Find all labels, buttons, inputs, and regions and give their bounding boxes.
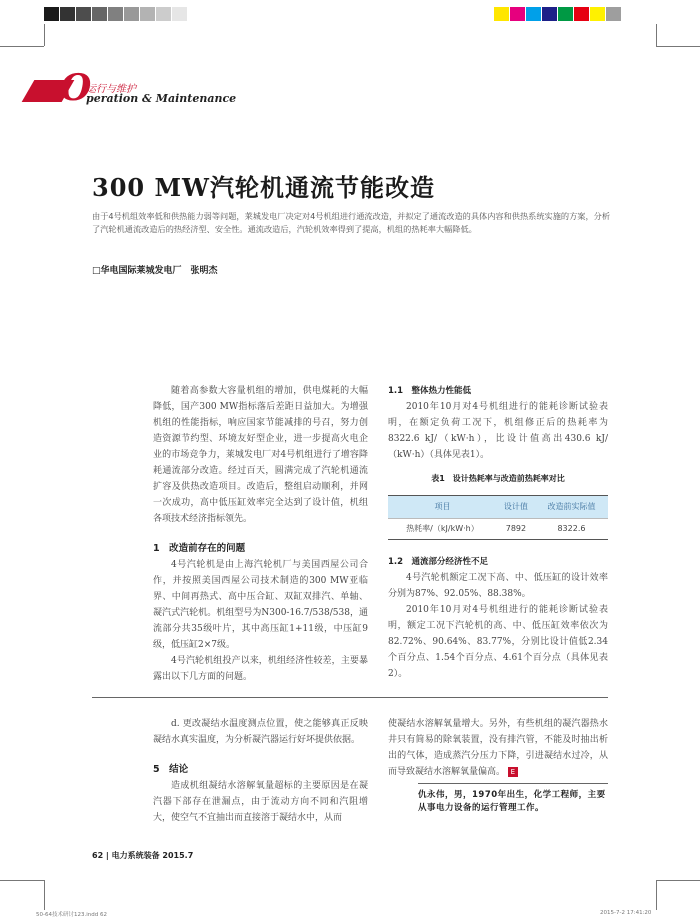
table-header-cell: 设计值	[497, 496, 535, 519]
timestamp-slug: 2015-7-2 17:41:20	[600, 910, 652, 916]
gray-swatch	[92, 7, 107, 21]
gray-swatch	[156, 7, 171, 21]
table-cell: 热耗率/（kJ/kW·h）	[388, 519, 497, 540]
color-registration-bar	[494, 7, 638, 21]
subsection-heading: 1.1 整体热力性能低	[388, 386, 472, 396]
end-mark-icon: E	[508, 767, 518, 777]
gray-swatch	[140, 7, 155, 21]
column-name-en: peration & Maintenance	[86, 92, 237, 105]
table-cell: 7892	[497, 519, 535, 540]
section-heading: 1 改造前存在的问题	[153, 543, 246, 554]
body-paragraph: 4号汽轮机额定工况下高、中、低压缸的设计效率分别为87%、92.05%、88.38%。	[388, 573, 608, 599]
gray-swatch	[172, 7, 187, 21]
table-header-cell: 改造前实际值	[535, 496, 608, 519]
color-swatch	[622, 7, 637, 21]
color-swatch	[606, 7, 621, 21]
column-name-cn: 运行与维护	[86, 84, 136, 95]
table-row	[388, 519, 608, 540]
article-title: 300 MW汽轮机通流节能改造	[92, 173, 435, 202]
color-swatch	[542, 7, 557, 21]
right-column	[388, 383, 608, 682]
column-logo	[28, 67, 92, 109]
crop-mark	[44, 24, 45, 46]
left-column	[153, 383, 368, 685]
lower-left-column	[153, 716, 368, 826]
color-swatch	[510, 7, 525, 21]
body-paragraph: 2010年10月对4号机组进行的能耗诊断试验表明，在额定负荷工况下，机组修正后的热耗率为8322.6 kJ/（kW·h），比设计值高出430.6 kJ/（kW·h）（具体见表1）。	[388, 402, 608, 460]
color-swatch	[574, 7, 589, 21]
crop-mark	[0, 46, 44, 47]
article-author: □华电国际莱城发电厂 张明杰	[92, 266, 218, 276]
crop-mark	[44, 880, 45, 910]
logo-letter: O	[60, 67, 92, 109]
color-swatch	[590, 7, 605, 21]
color-swatch	[494, 7, 509, 21]
data-table	[388, 495, 608, 540]
bio-divider	[418, 783, 608, 784]
crop-mark	[0, 880, 44, 881]
gray-swatch	[44, 7, 59, 21]
section-heading: 5 结论	[153, 764, 189, 775]
subsection-heading: 1.2 通流部分经济性不足	[388, 557, 489, 567]
gray-registration-bar	[44, 7, 188, 21]
article-abstract: 由于4号机组效率低和供热能力弱等问题，莱城发电厂决定对4号机组进行通流改造，并拟定了通流改造的具体内容和供热系统实施的方案，分析了汽轮机通流改造后的热经济型、安全性。通流改造后，汽轮机效率得到了提高，机组的热耗率大幅降低。	[92, 211, 611, 234]
crop-mark	[656, 46, 700, 47]
crop-mark	[656, 880, 700, 881]
table-cell: 8322.6	[535, 519, 608, 540]
gray-swatch	[76, 7, 91, 21]
gray-swatch	[124, 7, 139, 21]
lower-right-column	[388, 716, 608, 780]
crop-mark	[656, 880, 657, 910]
body-paragraph: d. 更改凝结水温度测点位置，使之能够真正反映凝结水真实温度，为分析凝汽器运行好坏提供依据。	[153, 719, 368, 745]
color-swatch	[558, 7, 573, 21]
file-slug: 50-64技术研讨123.indd 62	[36, 912, 107, 918]
table-title: 表1 设计热耗率与改造前热耗率对比	[431, 474, 565, 483]
gray-swatch	[60, 7, 75, 21]
section-divider	[92, 697, 608, 698]
continued-text: 使凝结水溶解氧量增大。另外，有些机组的凝汽器热水井只有简易的除氧装置，没有排汽管，不能及时抽出析出的气体，造成蒸汽分压力下降，引进凝结水过冷，从而导致凝结水溶解氧量偏高。	[388, 719, 608, 777]
body-paragraph: 造成机组凝结水溶解氧量超标的主要原因是在凝汽器下部存在泄漏点，由于流动方向不同和汽阻增大，使空气不宜抽出而直接溶于凝结水中，从而	[153, 781, 368, 823]
body-paragraph: 4号汽轮机组投产以来，机组经济性较差，主要暴露出以下几方面的问题。	[153, 656, 368, 682]
body-paragraph: 4号汽轮机是由上海汽轮机厂与美国西屋公司合作，并按照美国西屋公司技术制造的300 MW亚临界、中间再热式、高中压合缸、双缸双排汽、单轴、凝汽式汽轮机。机组型号为N300-16.7/538/538，通流部分共35级叶片，其中高压缸1+11级，中压缸9级，低压缸2×7级。	[153, 560, 368, 650]
color-swatch	[526, 7, 541, 21]
author-bio: 仇永伟，男，1970年出生，化学工程师，主要从事电力设备的运行管理工作。	[418, 790, 606, 813]
table-header-cell: 项目	[388, 496, 497, 519]
intro-paragraph: 随着高参数大容量机组的增加，供电煤耗的大幅降低，国产300 MW指标落后差距日益加大。为增强机组的性能指标，响应国家节能减排的号召，努力创造资源节约型、环境友好型企业，进一步提高火电企业的市场竞争力，莱城发电厂对4号机组进行了增容降耗通流部分改造。经过百天，圆满完成了汽轮机通流扩容及供热改造项目。改造后，整组启动顺利，并网一次成功，高中低压缸效率完全达到了设计值，机组各项技术经济指标领先。	[153, 386, 368, 524]
body-paragraph	[388, 716, 608, 780]
gray-swatch	[108, 7, 123, 21]
crop-mark	[656, 24, 657, 46]
page-footer: 62 | 电力系统装备 2015.7	[92, 851, 194, 860]
body-paragraph: 2010年10月对4号机组进行的能耗诊断试验表明，额定工况下汽轮机的高、中、低压缸效率依次为82.72%、90.64%、83.77%，分别比设计值低2.34个百分点、1.54个百分点、4.61个百分点（具体见表2）。	[388, 605, 608, 679]
